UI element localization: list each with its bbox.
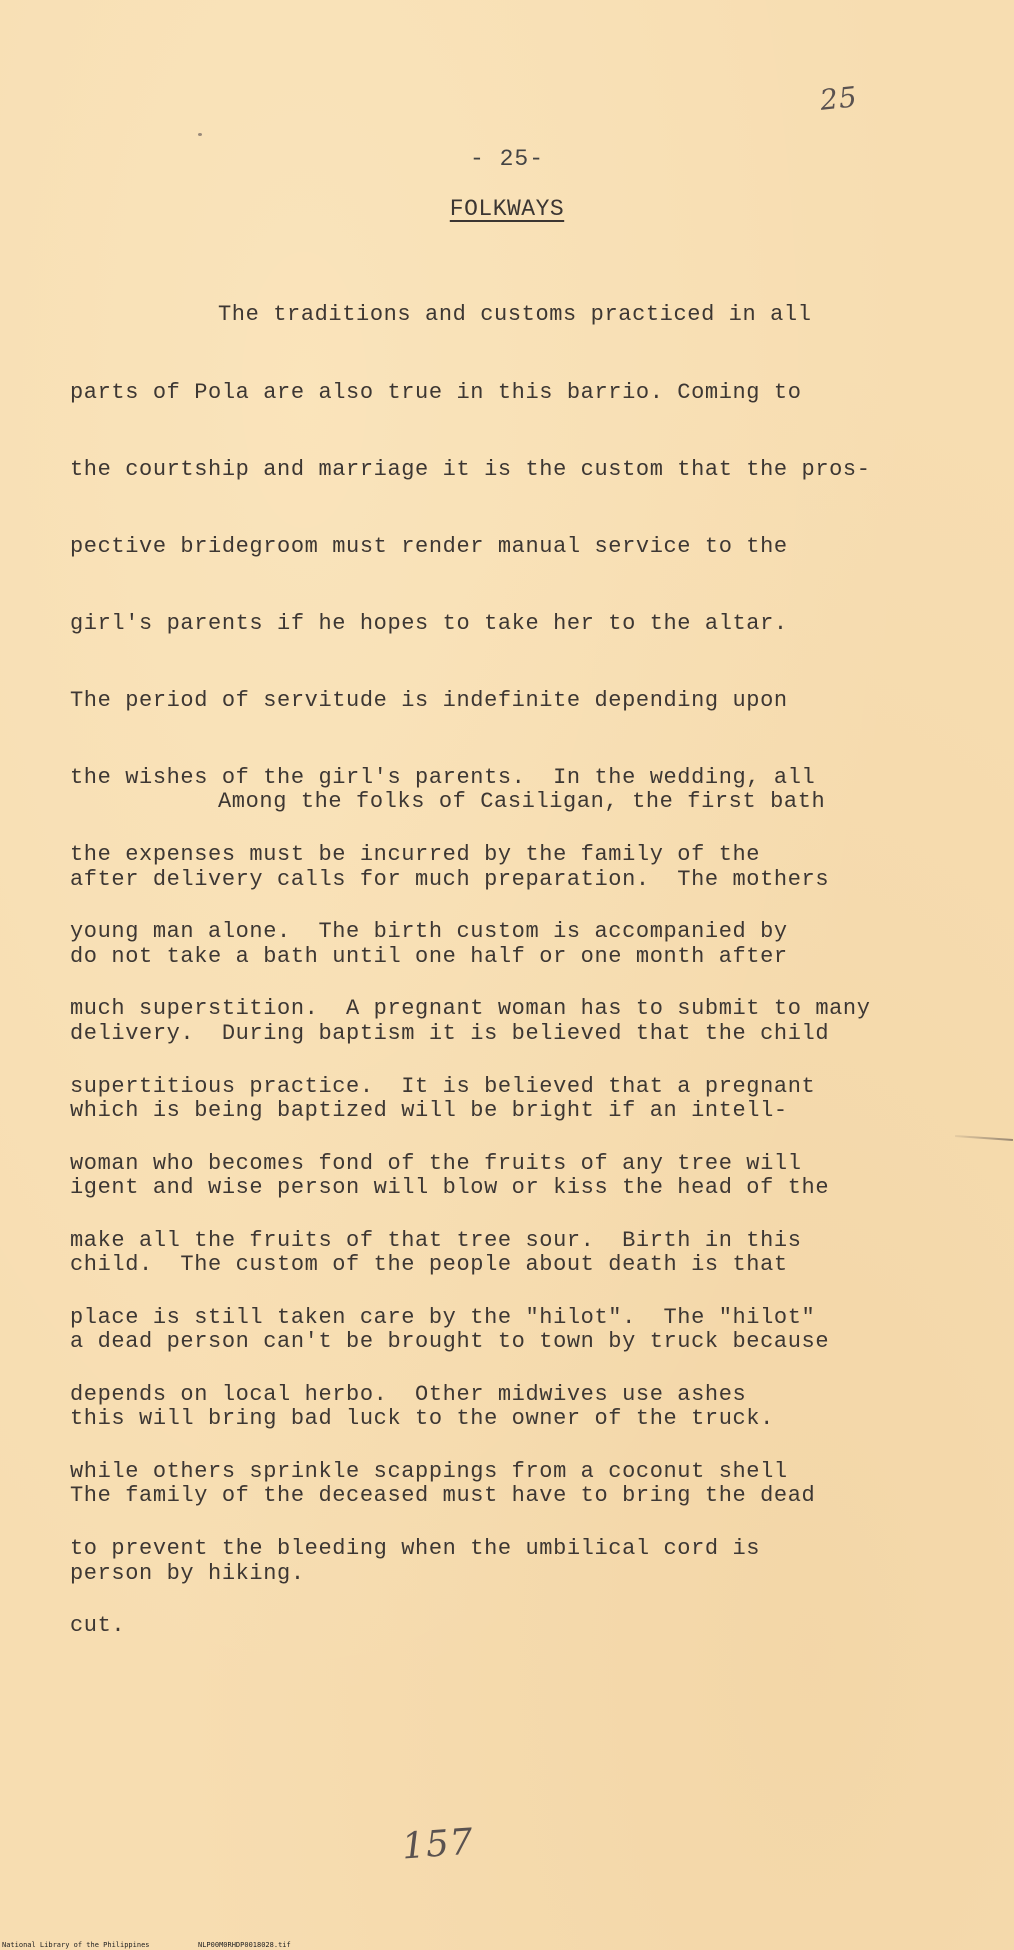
handwritten-page-number: 25 [818,80,860,117]
paragraph-casiligan [70,738,960,1638]
margin-pencil-mark [955,1135,1013,1141]
text-line: The traditions and customs practiced in all [218,302,812,328]
text-line: which is being baptized will be bright if an intell- [70,1097,788,1123]
text-line: to prevent the bleeding when the umbilical cord is [70,1536,761,1562]
text-line: do not take a bath until one half or one month after [70,943,788,969]
text-line: make all the fruits of that tree sour. Birth in this [70,1227,802,1253]
page-number: - 25- [469,146,544,172]
handwritten-folio-number: 157 [400,1821,476,1868]
text-line: delivery. During baptism it is believed that the child [70,1020,830,1046]
text-line: child. The custom of the people about death is that [70,1252,788,1278]
text-line: young man alone. The birth custom is accompanied by [70,919,788,945]
footer-filename: NLP00M0RHDP0018028.tif [198,1941,291,1949]
page-title [0,196,1014,222]
page-title-text: FOLKWAYS [449,196,565,222]
text-line: after delivery calls for much preparation. The mothers [70,866,830,892]
text-line: cut. [70,1613,126,1639]
text-line: pective bridegroom must render manual service to the [70,533,788,559]
text-line: supertitious practice. It is believed that a pregnant [70,1073,816,1099]
text-line: The family of the deceased must have to bring the dead [70,1483,816,1509]
text-line: woman who becomes fond of the fruits of any tree will [70,1150,802,1176]
text-line: the expenses must be incurred by the family of the [70,842,761,868]
text-line: much superstition. A pregnant woman has to submit to many [70,996,871,1022]
text-line: The period of servitude is indefinite depending upon [70,687,788,713]
text-line: while others sprinkle scappings from a coconut shell [70,1459,788,1485]
scan-footer [0,1940,1014,1950]
text-line: this will bring bad luck to the owner of the truck. [70,1406,774,1432]
text-line: place is still taken care by the "hilot". The "hilot" [70,1304,816,1330]
text-line: girl's parents if he hopes to take her to the altar. [70,610,788,636]
text-line: a dead person can't be brought to town by truck because [70,1329,830,1355]
text-line: the wishes of the girl's parents. In the wedding, all [70,765,816,791]
ink-speck [198,133,202,136]
text-line: parts of Pola are also true in this barrio. Coming to [70,379,802,405]
text-line: igent and wise person will blow or kiss the head of the [70,1174,830,1200]
text-line: the courtship and marriage it is the custom that the pros- [70,456,871,482]
text-line: Among the folks of Casiligan, the first bath [218,789,826,815]
footer-source: National Library of the Philippines [2,1941,150,1949]
text-line: person by hiking. [70,1560,305,1586]
text-line: depends on local herbo. Other midwives use ashes [70,1381,747,1407]
